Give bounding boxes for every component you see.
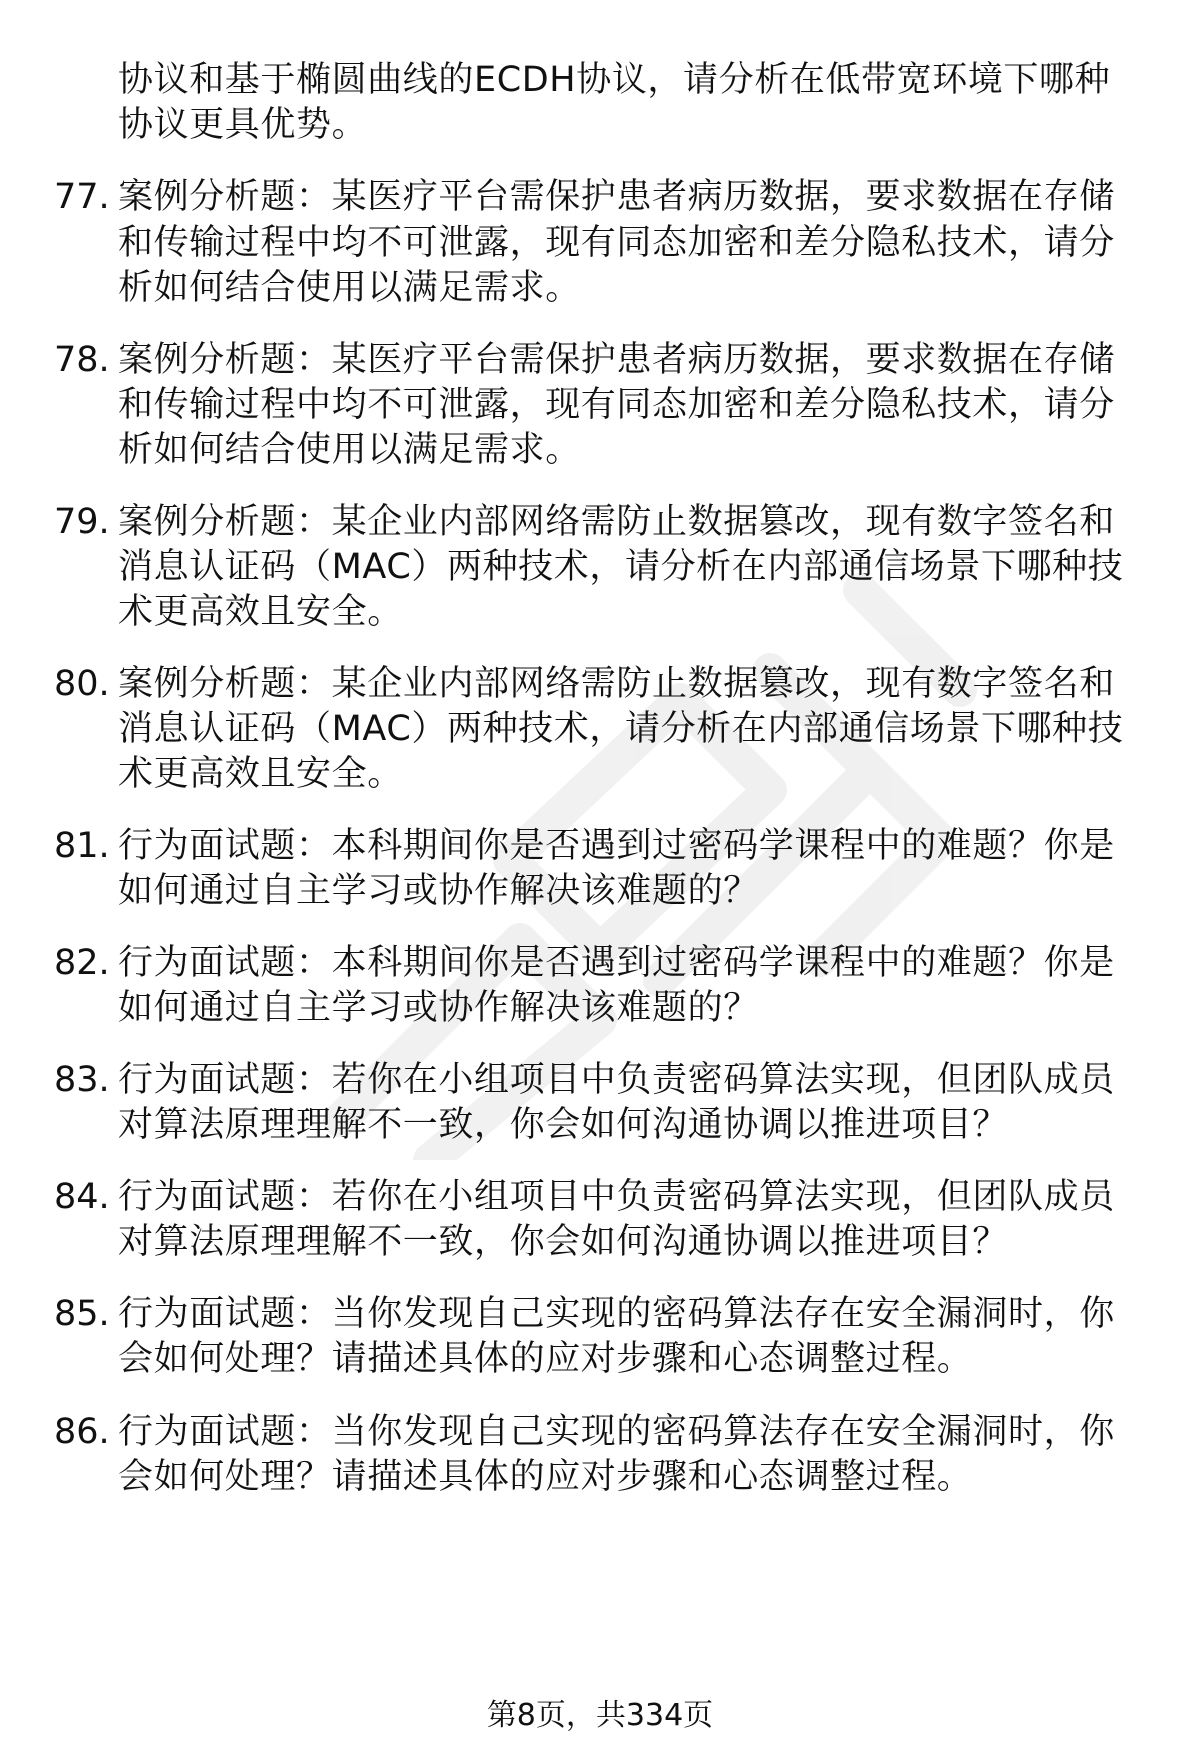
question-text-line: 如何通过自主学习或协作解决该难题的？: [118, 871, 759, 911]
question-text-line: 案例分析题：某医疗平台需保护患者病历数据，要求数据在存储: [118, 340, 1115, 380]
question-text-line: 会如何处理？请描述具体的应对步骤和心态调整过程。: [118, 1339, 973, 1379]
question-text-line: 会如何处理？请描述具体的应对步骤和心态调整过程。: [118, 1457, 973, 1497]
question-number: 81.: [54, 826, 110, 866]
intro-line-1: 协议和基于椭圆曲线的ECDH协议，请分析在低带宽环境下哪种: [118, 60, 1111, 100]
question-text-line: 案例分析题：某企业内部网络需防止数据篡改，现有数字签名和: [118, 664, 1115, 704]
question-number: 85.: [54, 1294, 110, 1334]
question-text-line: 行为面试题：当你发现自己实现的密码算法存在安全漏洞时，你: [118, 1412, 1115, 1452]
question-text-line: 对算法原理理解不一致，你会如何沟通协调以推进项目？: [118, 1105, 1009, 1145]
question-text-line: 对算法原理理解不一致，你会如何沟通协调以推进项目？: [118, 1222, 1009, 1262]
question-number: 80.: [54, 664, 110, 704]
question-text-line: 行为面试题：若你在小组项目中负责密码算法实现，但团队成员: [118, 1177, 1115, 1217]
question-number: 86.: [54, 1412, 110, 1452]
question-text-line: 行为面试题：当你发现自己实现的密码算法存在安全漏洞时，你: [118, 1294, 1115, 1334]
question-text-line: 析如何结合使用以满足需求。: [118, 268, 581, 308]
question-number: 84.: [54, 1177, 110, 1217]
question-number: 79.: [54, 502, 110, 542]
page-indicator: 第8页，共334页: [486, 1698, 714, 1733]
question-text-line: 行为面试题：本科期间你是否遇到过密码学课程中的难题？你是: [118, 943, 1115, 983]
question-number: 77.: [54, 177, 110, 217]
question-text-line: 析如何结合使用以满足需求。: [118, 430, 581, 470]
question-text-line: 和传输过程中均不可泄露，现有同态加密和差分隐私技术，请分: [118, 385, 1115, 425]
intro-line-2: 协议更具优势。: [118, 105, 368, 145]
question-text-line: 行为面试题：若你在小组项目中负责密码算法实现，但团队成员: [118, 1060, 1115, 1100]
question-text-line: 如何通过自主学习或协作解决该难题的？: [118, 988, 759, 1028]
question-number: 82.: [54, 943, 110, 983]
question-text-line: 和传输过程中均不可泄露，现有同态加密和差分隐私技术，请分: [118, 223, 1115, 263]
question-text-line: 案例分析题：某医疗平台需保护患者病历数据，要求数据在存储: [118, 177, 1115, 217]
question-text-line: 消息认证码（MAC）两种技术，请分析在内部通信场景下哪种技: [118, 709, 1124, 749]
question-number: 83.: [54, 1060, 110, 1100]
question-text-line: 术更高效且安全。: [118, 754, 403, 794]
question-text-line: 术更高效且安全。: [118, 592, 403, 632]
question-number: 78.: [54, 340, 110, 380]
question-text-line: 消息认证码（MAC）两种技术，请分析在内部通信场景下哪种技: [118, 547, 1124, 587]
question-text-line: 行为面试题：本科期间你是否遇到过密码学课程中的难题？你是: [118, 826, 1115, 866]
question-text-line: 案例分析题：某企业内部网络需防止数据篡改，现有数字签名和: [118, 502, 1115, 542]
